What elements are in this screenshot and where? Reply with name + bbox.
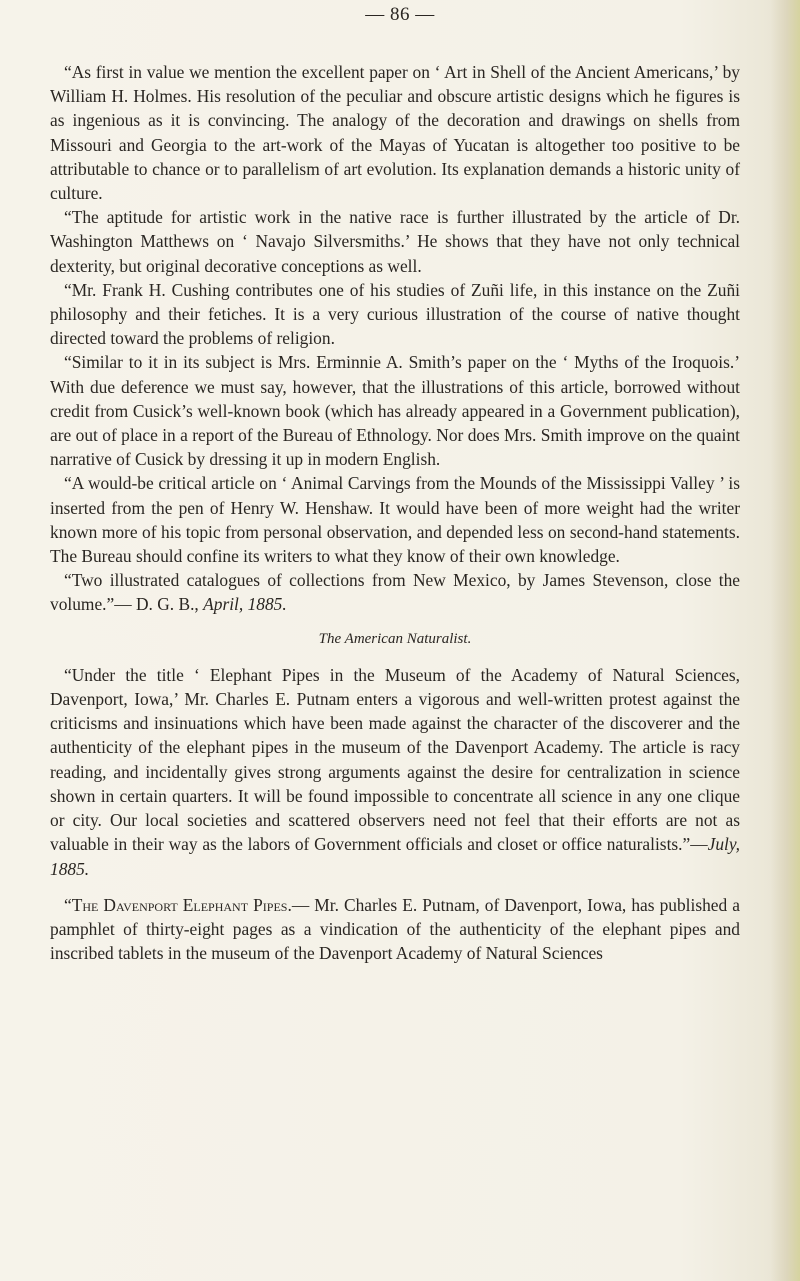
page-number: — 86 — (365, 4, 435, 25)
paragraph-navajo-silversmiths: “The aptitude for artistic work in the native race is further illustrated by the article of Dr. Washington Matthews on ‘ Navajo Silversmiths.’ He shows that they have not only technical dexterity, but original decorative conceptions as well. (50, 207, 740, 276)
paragraph-elephant-pipes (50, 663, 740, 881)
paragraph-zuni-philosophy: “Mr. Frank H. Cushing contributes one of his studies of Zuñi life, in this instance on the Zuñi philosophy and their fetiches. It is a very curious illustration of the course of native thought directed toward the problems of religion. (50, 279, 740, 349)
paragraph-animal-carvings: “A would-be critical article on ‘ Animal Carvings from the Mounds of the Mississippi Valley ’ is inserted from the pen of Henry W. Henshaw. It would have been of more weight had the writer known more of his topic from personal observation, and depended less on second-hand statements. The Bureau should confine its writers to what they know of their own knowledge. (50, 473, 740, 567)
paragraph-elephant-pipes-text: “Under the title ‘ Elephant Pipes in the Museum of the Academy of Natural Sciences, Davenport, Iowa,’ Mr. Charles E. Putnam enters a vigorous and well-written protest against the criticisms and insinuations which have been made against the character of the discoverer and the authenticity of the elephant pipes in the museum of the Davenport Academy. The article is racy reading, and incidentally gives strong arguments against the desire for centralization in science shown in certain quarters. It will be found impossible to concentrate all science in any one clique or city. Our local societies and scattered observers need not feel that their efforts are not as valuable in their way as the labors of Government officials and closet or office naturalists.”— (50, 664, 740, 855)
citation-date-april: April, 1885. (203, 594, 287, 615)
paragraph-catalogues-text: “Two illustrated catalogues of collections from New Mexico, by James Stevenson, close the volume.”— D. G. B., (50, 570, 740, 615)
section-title-davenport: “The Davenport Elephant Pipes. (64, 894, 292, 915)
paragraph-catalogues (50, 568, 740, 616)
page-body (50, 60, 740, 965)
paragraph-davenport-pipes-text: — Mr. Charles E. Putnam, of Davenport, Iowa, has published a pamphlet of thirty-eight pages as a vindication of the authenticity of the elephant pipes and inscribed tablets in the museum of the Davenport Academy of Natural Sciences (50, 894, 741, 964)
page-edge-shadow (770, 0, 800, 1281)
paragraph-davenport-pipes (50, 893, 740, 966)
citation-date-july: July, 1885. (50, 834, 740, 879)
paragraph-art-in-shell: “As first in value we mention the excellent paper on ‘ Art in Shell of the Ancient Americans,’ by William H. Holmes. His resolution of the peculiar and obscure artistic designs which he figures is as ingenious as it is convincing. The analogy of the decoration and drawings on shells from Missouri and Georgia to the art-work of the Mayas of Yucatan is altogether too positive to be attributable to chance or to parallelism of art evolution. Its explanation demands a historic unity of culture. (50, 62, 740, 204)
source-heading: The American Naturalist. (318, 630, 472, 647)
paragraph-myths-of-iroquois: “Similar to it in its subject is Mrs. Erminnie A. Smith’s paper on the ‘ Myths of the Iroquois.’ With due deference we must say, however, that the illustrations of this article, borrowed without credit from Cusick’s well-known book (which has already appeared in a Government publication), are out of place in a report of the Bureau of Ethnology. Nor does Mrs. Smith improve on the quaint narrative of Cusick by dressing it up in modern English. (50, 352, 740, 470)
